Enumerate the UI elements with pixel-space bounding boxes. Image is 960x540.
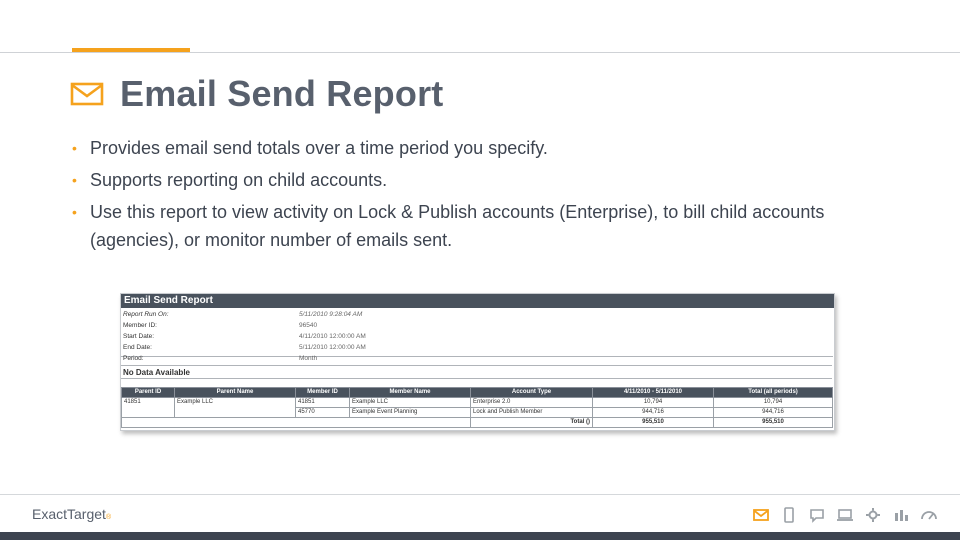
period-value-cell: 10,794: [593, 398, 714, 408]
meta-value: 4/11/2010 12:00:00 AM: [299, 333, 366, 340]
column-header: Parent Name: [175, 388, 296, 398]
logo-text: ExactTarget: [32, 506, 106, 522]
total-value-cell: 944,716: [714, 408, 833, 418]
meta-value: 96540: [299, 322, 318, 329]
member-id-cell: 41851: [296, 398, 350, 408]
meta-row: [123, 310, 828, 320]
account-type-cell: Lock and Publish Member: [471, 408, 593, 418]
mobile-icon: [780, 507, 798, 523]
report-meta: [121, 308, 833, 362]
account-type-cell: Enterprise 2.0: [471, 398, 593, 408]
meta-row: [123, 343, 828, 353]
column-header: Account Type: [471, 388, 593, 398]
gear-icon: [864, 507, 882, 523]
bullet-list: [70, 134, 900, 258]
meta-label: End Date:: [123, 344, 152, 351]
table-header-row: [122, 388, 833, 398]
total-all-value: 955,510: [714, 418, 833, 428]
meta-value: 5/11/2010 9:28:04 AM: [299, 311, 363, 318]
report-title: Email Send Report: [121, 294, 834, 308]
page-title: Email Send Report: [120, 73, 444, 114]
bullet-item: • Provides email send totals over a time period you specify.: [70, 134, 900, 162]
parent-name-cell: Example LLC: [175, 398, 296, 418]
no-data-message: No Data Available: [121, 365, 832, 379]
top-rule: [0, 52, 960, 53]
meta-label: Start Date:: [123, 333, 155, 340]
meta-value: Month: [299, 355, 318, 362]
meta-label: Period:: [123, 355, 144, 362]
total-row: [122, 418, 833, 428]
bottom-bar: [0, 532, 960, 540]
table-row: [122, 398, 833, 408]
member-name-cell: Example Event Planning: [350, 408, 471, 418]
logo-registered-mark: ®: [105, 514, 112, 521]
member-id-cell: 45770: [296, 408, 350, 418]
exacttarget-logo: [32, 506, 111, 522]
column-header: Parent ID: [122, 388, 175, 398]
meta-row: [123, 354, 828, 364]
gauge-icon: [920, 507, 938, 523]
report-screenshot: [120, 293, 835, 431]
column-header: Member ID: [296, 388, 350, 398]
meta-row: [123, 321, 828, 331]
meta-label: Report Run On:: [123, 311, 169, 318]
meta-row: [123, 332, 828, 342]
bullet-item: • Use this report to view activity on Lock & Publish accounts (Enterprise), to bill child accounts (agencies), or monitor number of emails sent.: [70, 198, 900, 254]
email-icon: [752, 507, 770, 523]
meta-value: 5/11/2010 12:00:00 AM: [299, 344, 366, 351]
column-header: 4/11/2010 - 5/11/2010: [593, 388, 714, 398]
chat-icon: [808, 507, 826, 523]
blank-cell: [122, 418, 471, 428]
total-label: Total (): [471, 418, 593, 428]
total-value-cell: 10,794: [714, 398, 833, 408]
bar-chart-icon: [892, 507, 910, 523]
report-table: [121, 387, 833, 428]
column-header: Member Name: [350, 388, 471, 398]
email-icon: [70, 81, 104, 107]
column-header: Total (all periods): [714, 388, 833, 398]
footer-rule: [0, 494, 960, 495]
member-name-cell: Example LLC: [350, 398, 471, 408]
total-period-value: 955,510: [593, 418, 714, 428]
period-value-cell: 944,716: [593, 408, 714, 418]
footer-icon-row: [752, 507, 938, 523]
bullet-item: • Supports reporting on child accounts.: [70, 166, 900, 194]
parent-id-cell: 41851: [122, 398, 175, 418]
title-row: [70, 70, 443, 118]
meta-label: Member ID:: [123, 322, 157, 329]
laptop-icon: [836, 507, 854, 523]
